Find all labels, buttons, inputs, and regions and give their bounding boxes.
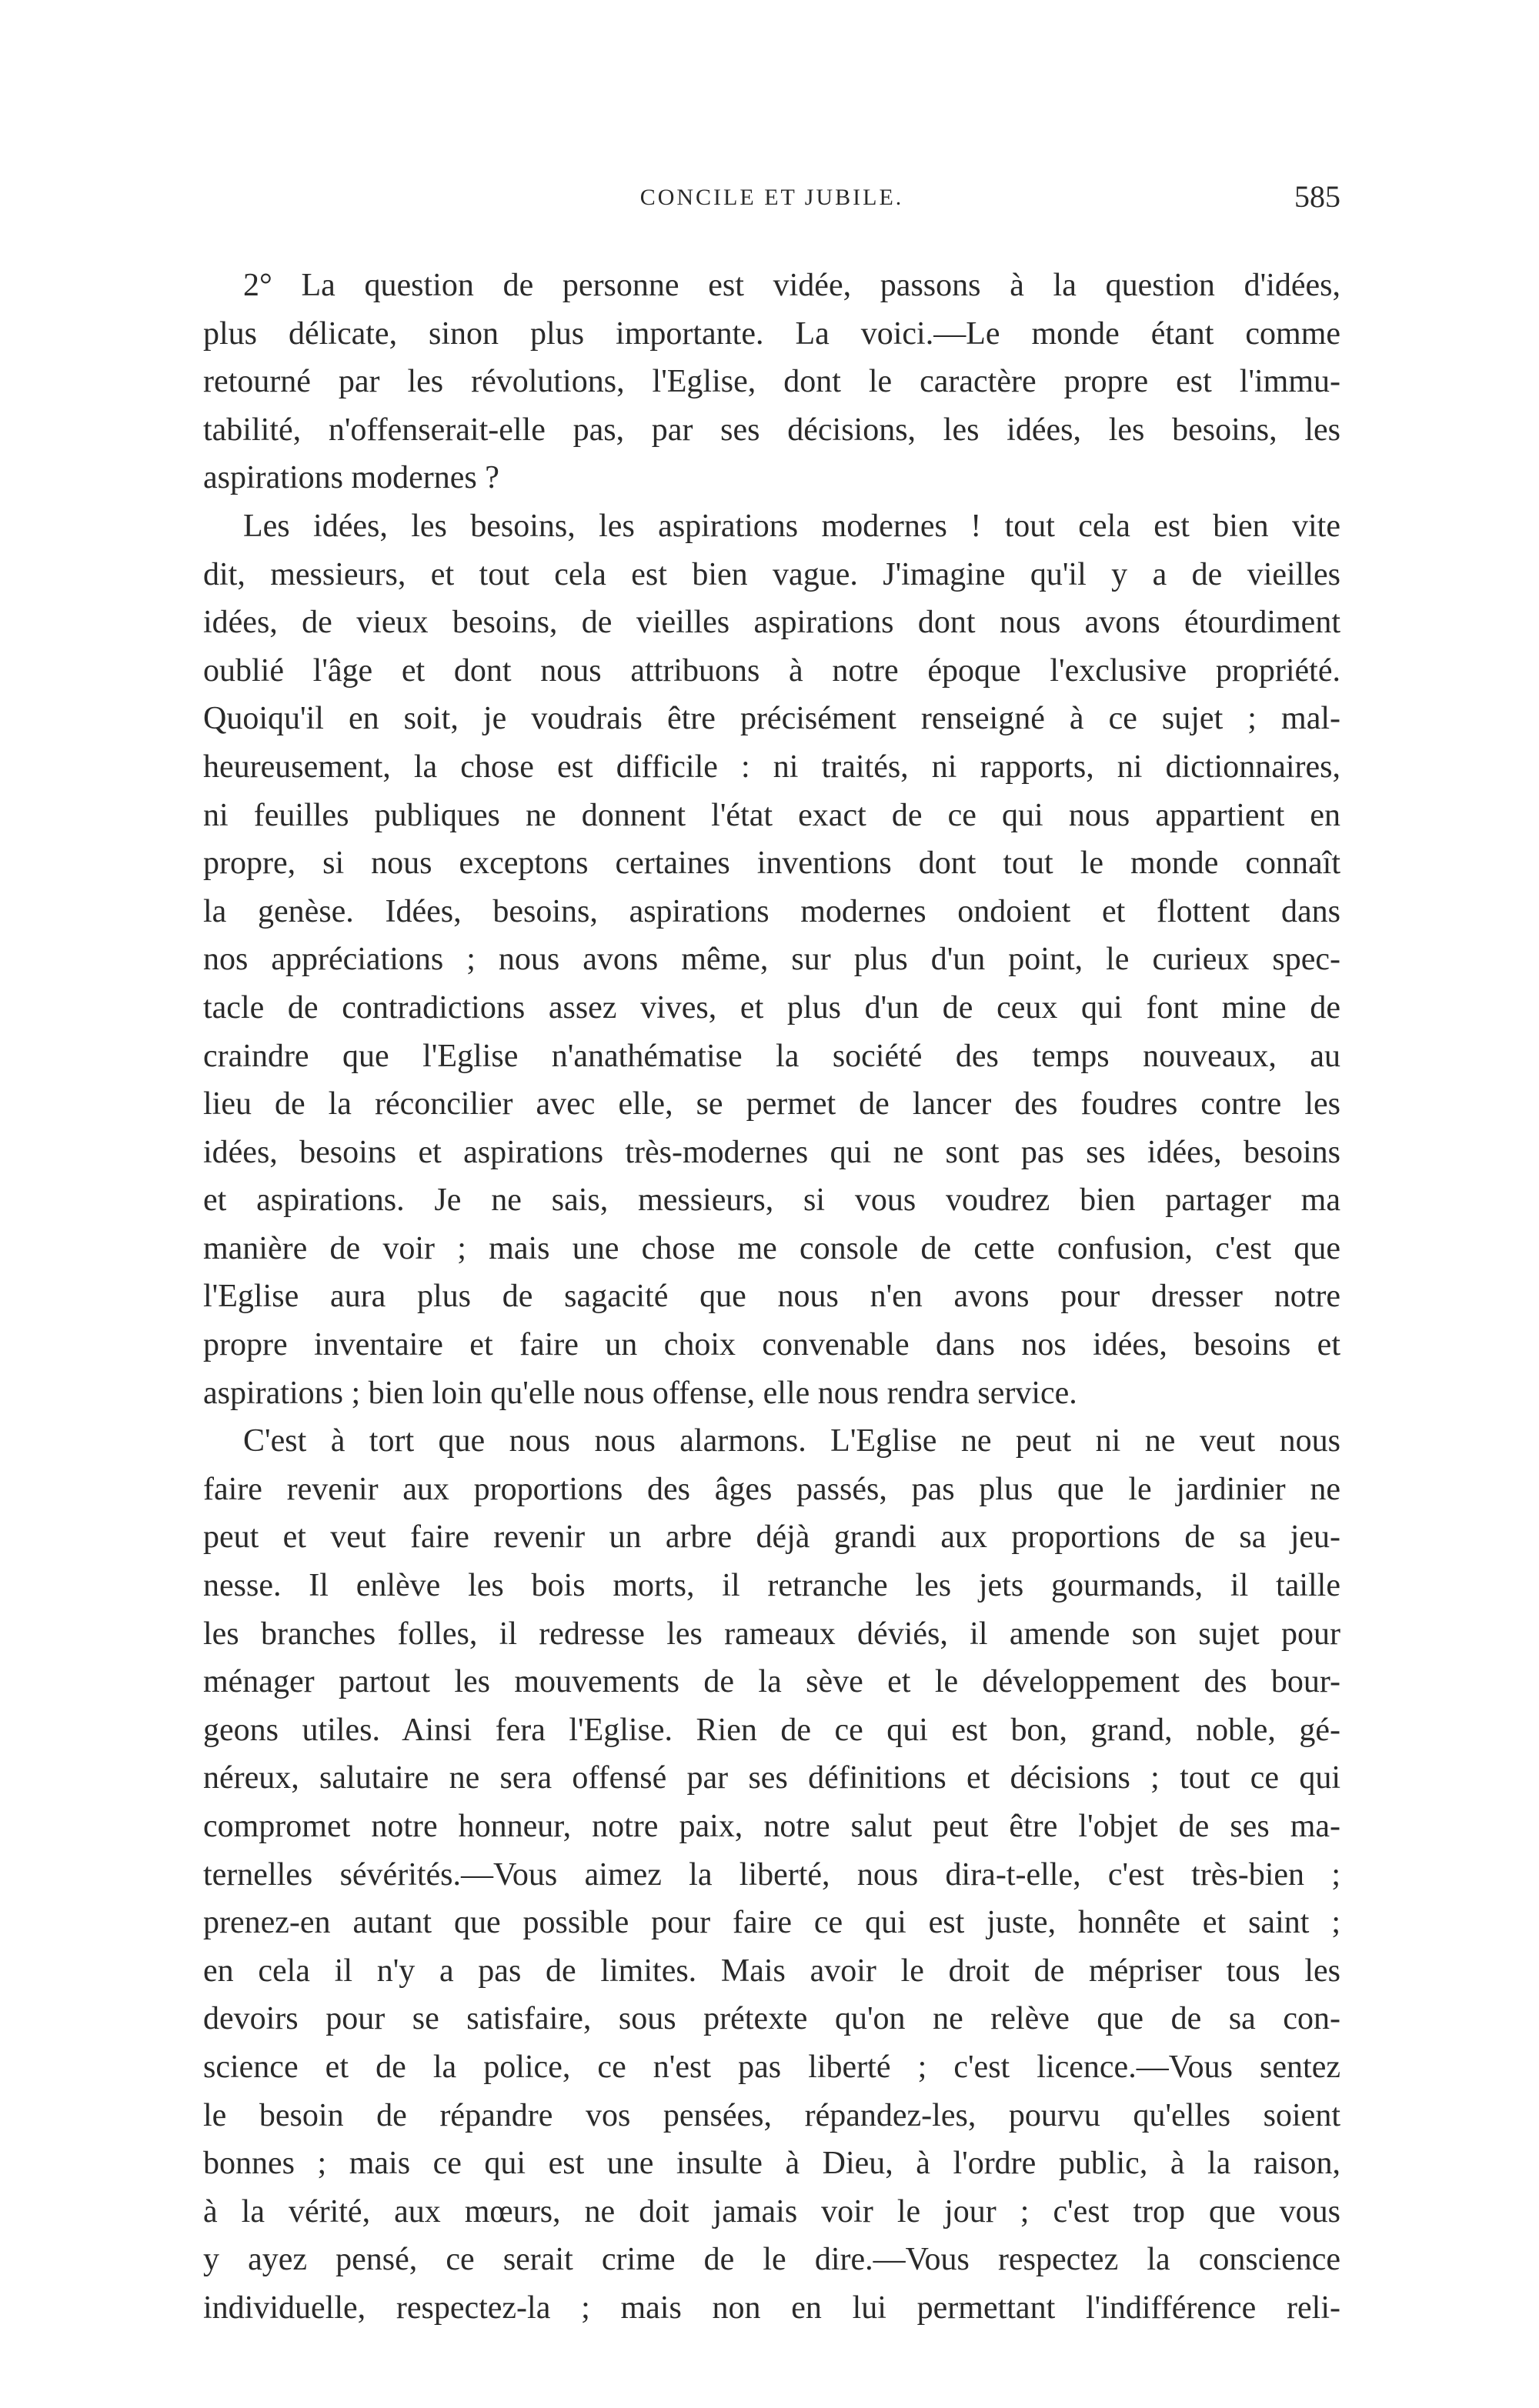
text-line: ni feuilles publiques ne donnent l'état exact de ce qui nous appartient en	[203, 797, 1340, 833]
text-line: bonnes ; mais ce qui est une insulte à Dieu, à l'ordre public, à la raison,	[203, 2146, 1340, 2182]
text-line: et aspirations. Je ne sais, messieurs, si vous voudrez bien partager ma	[203, 1182, 1340, 1219]
text-line: le besoin de répandre vos pensées, répandez-les, pourvu qu'elles soient	[203, 2097, 1340, 2133]
text-line: science et de la police, ce n'est pas liberté ; c'est licence.—Vous sentez	[203, 2049, 1340, 2085]
paragraph-3	[203, 1417, 1340, 2332]
text-line: prenez-en autant que possible pour faire ce qui est juste, honnête et saint ;	[203, 1905, 1340, 1941]
text-line: la genèse. Idées, besoins, aspirations modernes ondoient et flottent dans	[203, 893, 1340, 929]
text-line: craindre que l'Eglise n'anathématise la société des temps nouveaux, au	[203, 1038, 1340, 1074]
paragraph-2	[203, 502, 1340, 1417]
text-line: dit, messieurs, et tout cela est bien vague. J'imagine qu'il y a de vieilles	[203, 556, 1340, 592]
text-line: aspirations ; bien loin qu'elle nous offense, elle nous rendra service.	[203, 1375, 1077, 1411]
text-line: peut et veut faire revenir un arbre déjà grandi aux proportions de sa jeu-	[203, 1519, 1340, 1556]
text-line: ménager partout les mouvements de la sève et le développement des bour-	[203, 1664, 1340, 1700]
text-line: néreux, salutaire ne sera offensé par ses définitions et décisions ; tout ce qui	[203, 1760, 1340, 1796]
running-head	[203, 178, 1340, 225]
text-line: Quoiqu'il en soit, je voudrais être précisément renseigné à ce sujet ; mal-	[203, 701, 1340, 737]
text-line: manière de voir ; mais une chose me console de cette confusion, c'est que	[203, 1230, 1340, 1266]
text-line: tacle de contradictions assez vives, et plus d'un de ceux qui font mine de	[203, 989, 1340, 1026]
text-line: à la vérité, aux mœurs, ne doit jamais voir le jour ; c'est trop que vous	[203, 2193, 1340, 2230]
text-line: nos appréciations ; nous avons même, sur plus d'un point, le curieux spec-	[203, 942, 1340, 978]
text-line: faire revenir aux proportions des âges passés, pas plus que le jardinier ne	[203, 1471, 1340, 1507]
text-line: plus délicate, sinon plus importante. La voici.—Le monde étant comme	[203, 315, 1340, 352]
paragraph-1	[203, 262, 1340, 502]
text-line: propre, si nous exceptons certaines inventions dont tout le monde connaît	[203, 845, 1340, 882]
text-line: en cela il n'y a pas de limites. Mais avoir le droit de mépriser tous les	[203, 1953, 1340, 1989]
body-text	[203, 262, 1340, 2333]
text-line: lieu de la réconcilier avec elle, se permet de lancer des foudres contre les	[203, 1086, 1340, 1122]
text-line: propre inventaire et faire un choix convenable dans nos idées, besoins et	[203, 1327, 1340, 1363]
text-line: retourné par les révolutions, l'Eglise, dont le caractère propre est l'immu-	[203, 364, 1340, 400]
text-line: oublié l'âge et dont nous attribuons à notre époque l'exclusive propriété.	[203, 652, 1340, 689]
text-line: l'Eglise aura plus de sagacité que nous n'en avons pour dresser notre	[203, 1279, 1340, 1315]
text-line: aspirations modernes ?	[203, 460, 499, 496]
text-line: nesse. Il enlève les bois morts, il retranche les jets gourmands, il taille	[203, 1568, 1340, 1604]
text-line: individuelle, respectez-la ; mais non en lui permettant l'indifférence reli-	[203, 2290, 1340, 2326]
text-line: les branches folles, il redresse les rameaux déviés, il amende son sujet pour	[203, 1616, 1340, 1652]
page-number: 585	[1294, 179, 1340, 214]
text-line: idées, besoins et aspirations très-modernes qui ne sont pas ses idées, besoins	[203, 1134, 1340, 1170]
text-line: C'est à tort que nous nous alarmons. L'Eglise ne peut ni ne veut nous	[243, 1423, 1340, 1459]
text-line: ternelles sévérités.—Vous aimez la liberté, nous dira-t-elle, c'est très-bien ;	[203, 1856, 1340, 1893]
text-line: compromet notre honneur, notre paix, notre salut peut être l'objet de ses ma-	[203, 1809, 1340, 1844]
text-line: heureusement, la chose est difficile : ni traités, ni rapports, ni dictionnaires,	[203, 749, 1340, 785]
text-line: tabilité, n'offenserait-elle pas, par ses décisions, les idées, les besoins, les	[203, 412, 1340, 448]
running-title: CONCILE ET JUBILE.	[639, 185, 904, 210]
text-line: Les idées, les besoins, les aspirations modernes ! tout cela est bien vite	[243, 508, 1340, 544]
text-line: geons utiles. Ainsi fera l'Eglise. Rien de ce qui est bon, grand, noble, gé-	[203, 1712, 1340, 1748]
text-line: devoirs pour se satisfaire, sous prétexte qu'on ne relève que de sa con-	[203, 2001, 1340, 2037]
text-line: idées, de vieux besoins, de vieilles aspirations dont nous avons étourdiment	[203, 605, 1340, 641]
text-line: 2° La question de personne est vidée, passons à la question d'idées,	[243, 268, 1340, 303]
text-line: y ayez pensé, ce serait crime de le dire.—Vous respectez la conscience	[203, 2242, 1340, 2278]
